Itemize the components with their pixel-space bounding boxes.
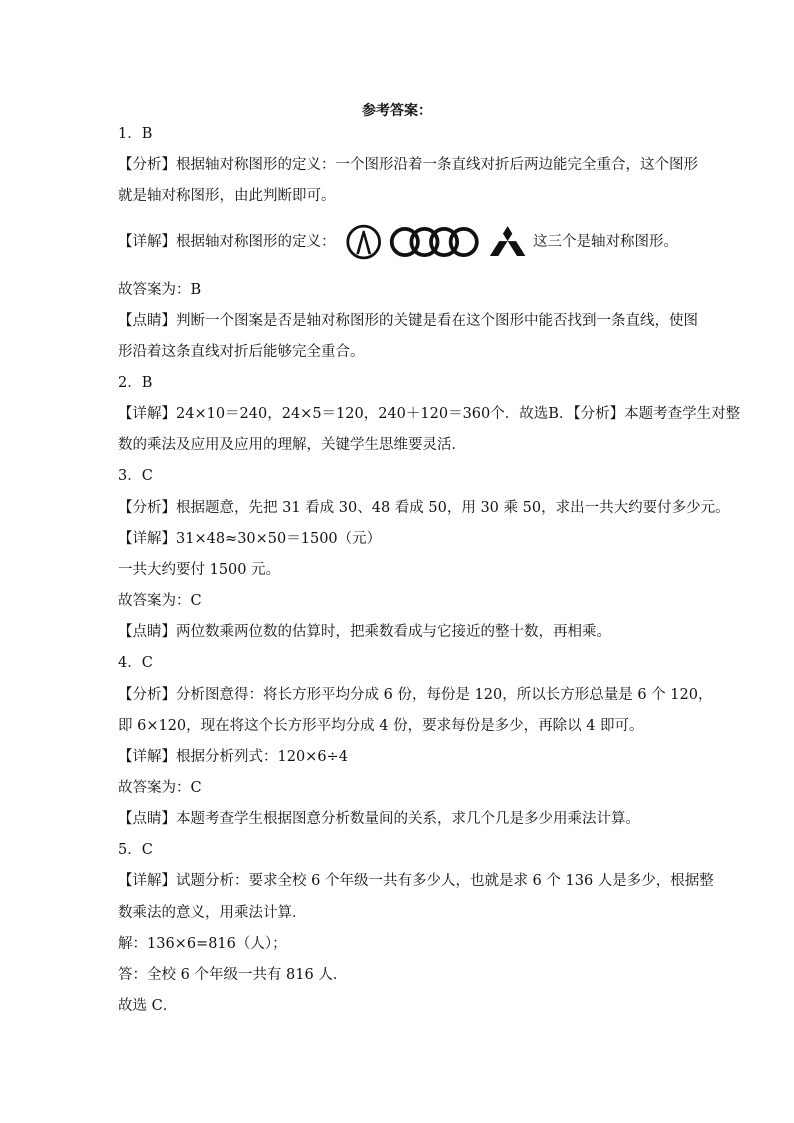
answer-5-detail-line2: 数乘法的意义，用乘法计算．	[118, 905, 307, 921]
mitsubishi-logo-icon	[488, 223, 527, 261]
answer-4-point: 【点睛】本题考查学生根据图意分析数量间的关系，求几个几是多少用乘法计算。	[118, 811, 640, 827]
answer-3-conclusion: 故答案为：C	[118, 593, 202, 609]
answer-1-point-line1: 【点睛】判断一个图案是否是轴对称图形的关键是看在这个图形中能否找到一条直线，使图	[118, 313, 698, 329]
page-title: 参考答案：	[362, 103, 432, 119]
answer-4-number: 4．C	[118, 655, 153, 671]
audi-logo-icon	[388, 223, 481, 261]
answer-2-number: 2．B	[118, 375, 153, 391]
answer-3-point: 【点睛】两位数乘两位数的估算时，把乘数看成与它接近的整十数，再相乘。	[118, 624, 611, 640]
answer-5-solution: 解：136×6=816（人）；	[118, 936, 287, 952]
answer-1-analysis-line1: 【分析】根据轴对称图形的定义：一个图形沿着一条直线对折后两边能完全重合，这个图形	[118, 157, 698, 173]
answer-4-analysis-line1: 【分析】分析图意得：将长方形平均分成 6 份，每份是 120，所以长方形总量是 6 个 120，	[118, 687, 713, 703]
answer-4-detail: 【详解】根据分析列式：120×6÷4	[118, 749, 348, 765]
answer-5-answer: 答：全校 6 个年级一共有 816 人．	[118, 967, 348, 983]
answer-1-conclusion: 故答案为：B	[118, 282, 202, 298]
answer-2-detail-line1: 【详解】24×10＝240，24×5＝120，240＋120＝360个．故选B．【分析】本题考查学生对整	[118, 406, 741, 422]
answer-1-number: 1．B	[118, 126, 153, 142]
answer-4-analysis-line2: 即 6×120，现在将这个长方形平均分成 4 份，要求每份是多少，再除以 4 即可。	[118, 718, 644, 734]
answer-5-detail-line1: 【详解】试题分析：要求全校 6 个年级一共有多少人，也就是求 6 个 136 人是多少，根据整	[118, 873, 714, 889]
answer-1-analysis-line2: 就是轴对称图形，由此判断即可。	[118, 188, 336, 204]
answer-3-result: 一共大约要付 1500 元。	[118, 562, 281, 578]
answer-1-point-line2: 形沿着这条直线对折后能够完全重合。	[118, 344, 365, 360]
answer-3-detail: 【详解】31×48≈30×50＝1500（元）	[118, 531, 382, 547]
answer-1-detail-label: 【详解】根据轴对称图形的定义：	[118, 234, 336, 250]
answer-1-detail-suffix: 这三个是轴对称图形。	[532, 234, 678, 250]
answer-5-conclusion: 故选 C．	[118, 998, 178, 1014]
answer-3-analysis: 【分析】根据题意，先把 31 看成 30、48 看成 50，用 30 乘 50，求出一共大约要付多少元。	[118, 500, 730, 516]
answer-1-detail-row	[118, 224, 678, 260]
acura-logo-icon	[345, 223, 382, 261]
answer-5-number: 5．C	[118, 842, 153, 858]
answer-2-detail-line2: 数的乘法及应用及应用的理解，关键学生思维要灵活．	[118, 437, 466, 453]
answer-4-conclusion: 故答案为：C	[118, 780, 202, 796]
answer-3-number: 3．C	[118, 468, 153, 484]
